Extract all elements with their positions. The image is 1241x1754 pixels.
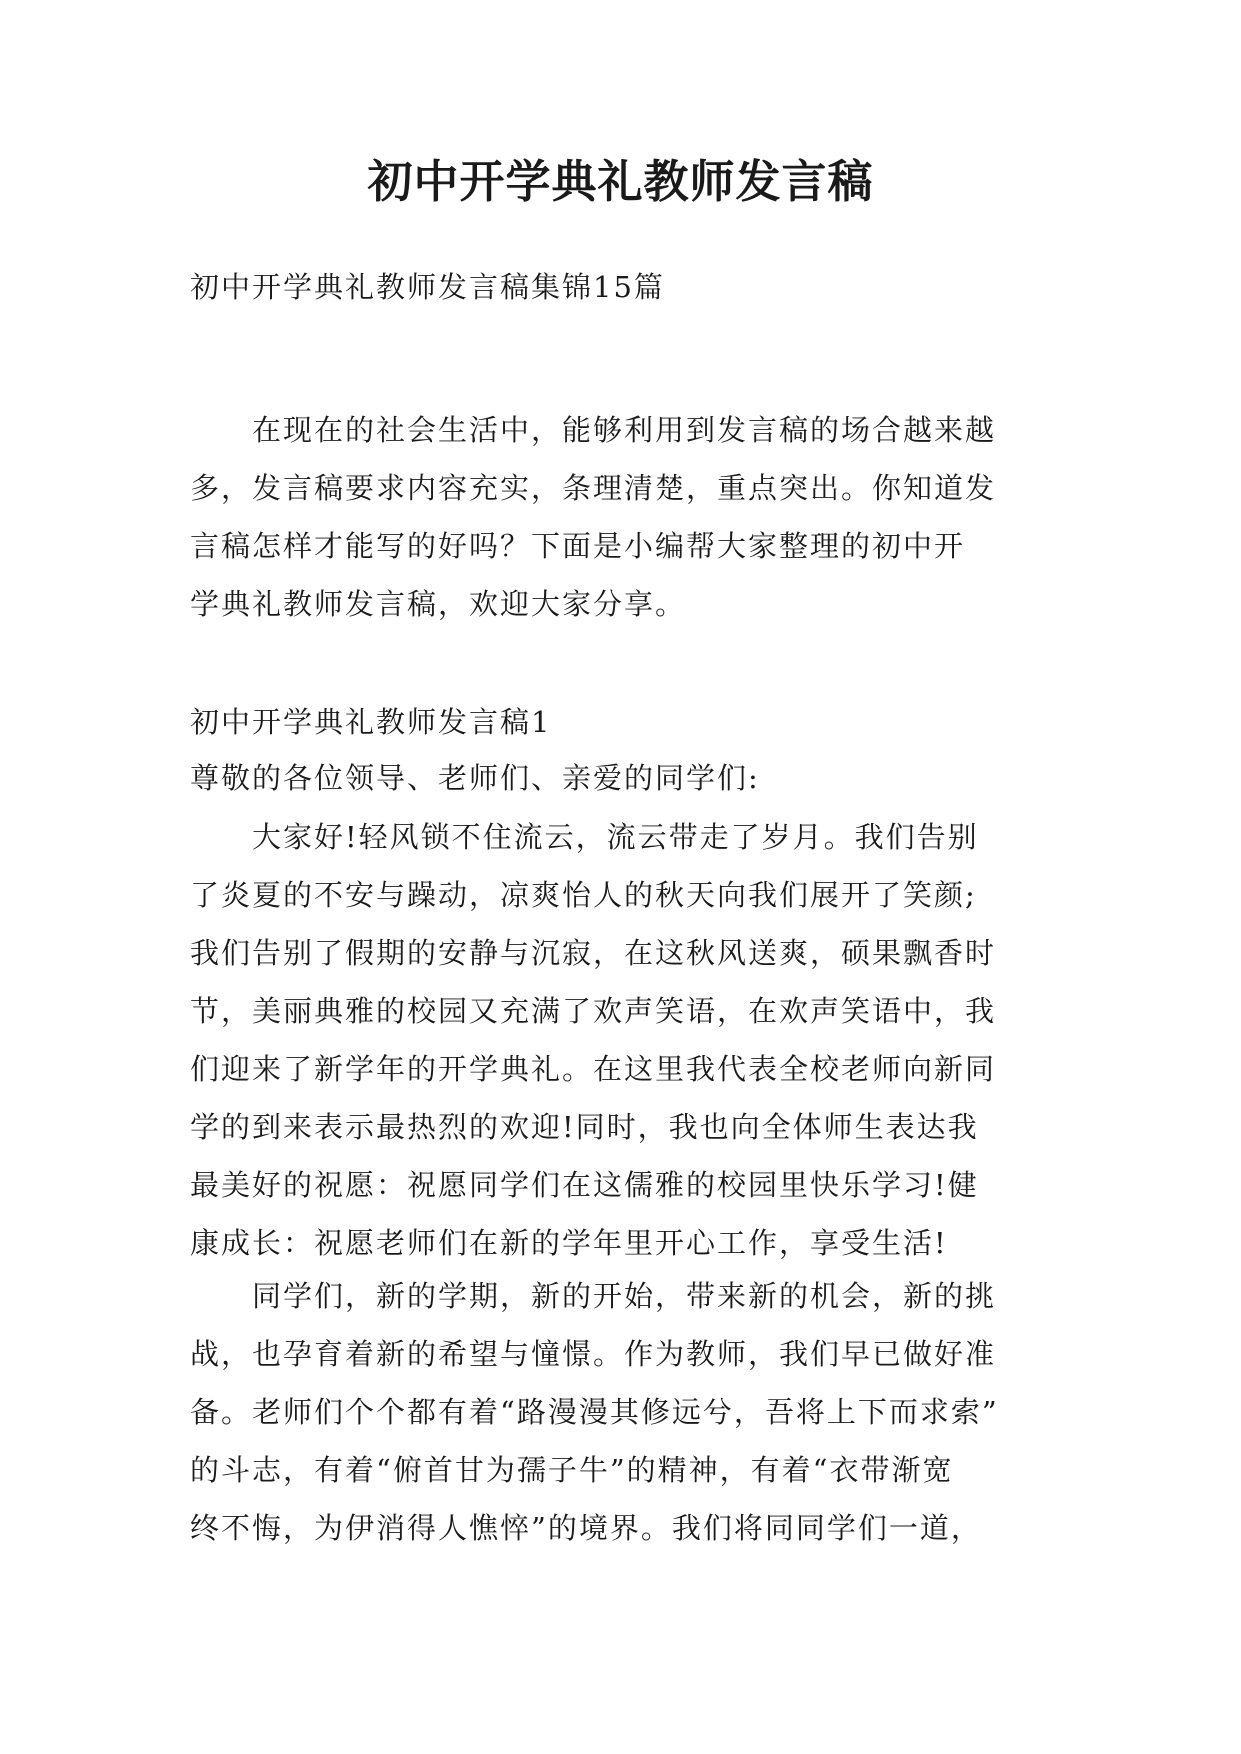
paragraph-line: 终不悔，为伊消得人憔悴”的境界。我们将同同学们一道， [190, 1511, 982, 1545]
salutation: 尊敬的各位领导、老师们、亲爱的同学们: [190, 761, 760, 795]
intro-line: 学典礼教师发言稿，欢迎大家分享。 [190, 587, 687, 621]
paragraph-line: 我们告别了假期的安静与沉寂，在这秋风送爽，硕果飘香时 [190, 936, 997, 970]
paragraph-line: 了炎夏的不安与躁动，凉爽怡人的秋天向我们展开了笑颜; [190, 878, 977, 912]
intro-line: 在现在的社会生活中，能够利用到发言稿的场合越来越 [190, 413, 997, 447]
paragraph-line: 最美好的祝愿：祝愿同学们在这儒雅的校园里快乐学习!健 [190, 1168, 979, 1202]
body-paragraph-2 [190, 1267, 1050, 1557]
document-subtitle: 初中开学典礼教师发言稿集锦15篇 [190, 270, 665, 304]
body-paragraph-1 [190, 808, 1050, 1272]
paragraph-line: 学的到来表示最热烈的欢迎!同时，我也向全体师生表达我 [190, 1110, 979, 1144]
paragraph-line: 同学们，新的学期，新的开始，带来新的机会，新的挑 [190, 1279, 997, 1313]
paragraph-line: 大家好!轻风锁不住流云，流云带走了岁月。我们告别 [190, 820, 979, 854]
paragraph-line: 战，也孕育着新的希望与憧憬。作为教师，我们早已做好准 [190, 1337, 997, 1371]
paragraph-line: 康成长：祝愿老师们在新的学年里开心工作，享受生活! [190, 1226, 948, 1260]
section-heading: 初中开学典礼教师发言稿1 [190, 705, 552, 739]
paragraph-line: 们迎来了新学年的开学典礼。在这里我代表全校老师向新同 [190, 1052, 997, 1086]
document-title: 初中开学典礼教师发言稿 [367, 155, 874, 208]
paragraph-line: 的斗志，有着“俯首甘为孺子牛”的精神，有着“衣带渐宽 [190, 1453, 954, 1487]
intro-paragraph [190, 401, 1050, 633]
intro-line: 多，发言稿要求内容充实，条理清楚，重点突出。你知道发 [190, 471, 997, 505]
paragraph-line: 备。老师们个个都有着“路漫漫其修远兮，吾将上下而求索” [190, 1395, 999, 1429]
paragraph-line: 节，美丽典雅的校园又充满了欢声笑语，在欢声笑语中，我 [190, 994, 997, 1028]
intro-line: 言稿怎样才能写的好吗？下面是小编帮大家整理的初中开 [190, 529, 966, 563]
